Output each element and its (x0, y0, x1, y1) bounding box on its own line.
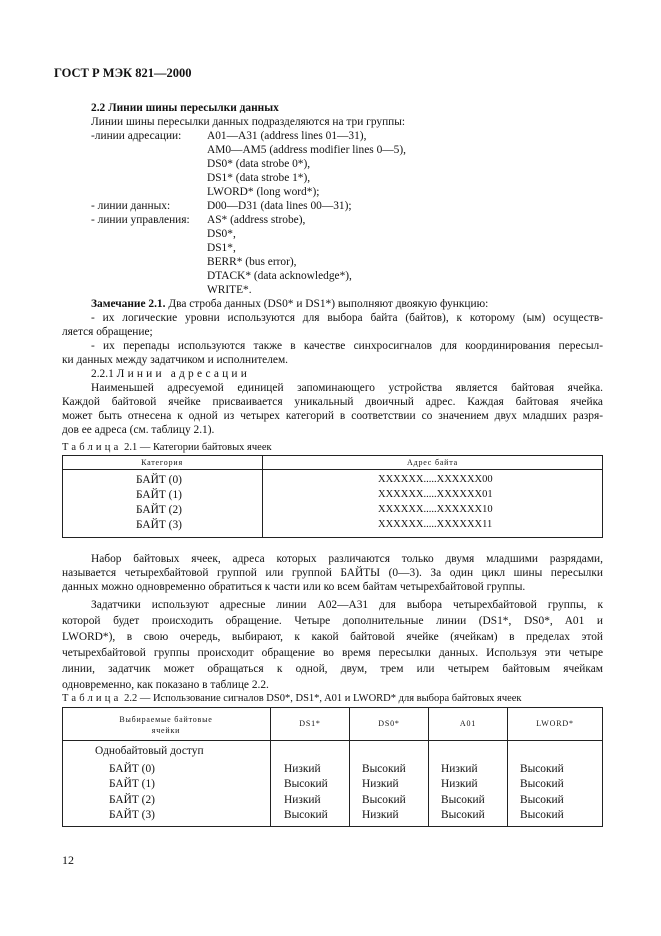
table-border (62, 707, 63, 827)
group-item: AS* (address strobe), (207, 214, 306, 226)
table-header-cell: LWORD* (536, 719, 574, 728)
table-header-cell: Адрес байта (407, 458, 458, 467)
table-header-cell: Категория (141, 458, 183, 467)
table-cell: Высокий (284, 809, 328, 821)
table-cell: Высокий (362, 794, 406, 806)
group-item: LWORD* (long word*); (207, 186, 320, 198)
note-bullet: - их перепады используются также в качестве синхросигналов для координирования пересыл- (91, 340, 603, 352)
table-border (62, 740, 603, 741)
table-caption-text: 2.2 — Использование сигналов DS0*, DS1*, A01 и LWORD* для выбора байтовых ячеек (124, 693, 522, 704)
paragraph-line: Каждой байтовой ячейке присваивается уникальный двоичный адрес. Каждая байтовая ячейка (62, 396, 603, 408)
group-item: WRITE*. (207, 284, 252, 296)
paragraph-line: может быть отнесена к одной из четырех категорий в соответствии со значением двух младших разря- (62, 410, 603, 422)
note-line (91, 297, 488, 311)
subsection-heading (91, 367, 250, 381)
paragraph-line: одновременно, как показано в таблице 2.2. (62, 679, 269, 691)
group-item: DTACK* (data acknowledge*), (207, 270, 352, 282)
paragraph-line: называется четырехбайтовой группой или группой БАЙТЫ (0—3). За один цикл шины пересылки (62, 567, 603, 579)
paragraph-line: LWORD*), в свою очередь, выбирают, к какой байтовой ячейке (ячейкам) в пределах этой (62, 631, 603, 643)
table-header-cell: DS0* (378, 719, 400, 728)
group-label-address: -линии адресации: (91, 130, 182, 142)
document-header: ГОСТ Р МЭК 821—2000 (54, 66, 192, 80)
table-border (262, 455, 263, 538)
table-cell: Высокий (520, 794, 564, 806)
paragraph-line: Наименьшей адресуемой единицей запоминающего устройства является байтовая ячейка. (91, 382, 603, 394)
table-border (62, 455, 603, 456)
table-header-cell: Выбираемые байтовые (119, 715, 213, 724)
paragraph-line: данных можно одновременно обратиться к части или ко всем байтам четырехбайтовой группы. (62, 581, 526, 593)
section-title: 2.2 Линии шины пересылки данных (91, 102, 279, 114)
table-cell: БАЙТ (0) (109, 763, 155, 775)
paragraph-line: Задатчики используют адресные линии A02—A31 для выбора четырехбайтовой группы, к (91, 599, 603, 611)
table1-caption (62, 441, 272, 455)
table-cell: Высокий (362, 763, 406, 775)
table-caption-text: 2.1 — Категории байтовых ячеек (124, 442, 272, 453)
table-cell: БАЙТ (2) (109, 794, 155, 806)
table-border (62, 537, 603, 538)
paragraph-line: четырехбайтовой группы происходит обращение во время пересылки данных. Используя эти четыре (62, 647, 603, 659)
table-cell: Высокий (520, 809, 564, 821)
table-cell: XXXXXX.....XXXXXX10 (378, 504, 493, 515)
paragraph-line: линии, задатчик может обращаться к одной, двум, трем или четырем байтовым ячейкам (62, 663, 603, 675)
table-cell: Низкий (441, 763, 478, 775)
table-cell: Высокий (520, 763, 564, 775)
table-cell: Низкий (284, 763, 321, 775)
table-group-label: Однобайтовый доступ (95, 745, 204, 757)
table-header-cell: DS1* (299, 719, 321, 728)
group-label-control: - линии управления: (91, 214, 190, 226)
paragraph-line: Набор байтовых ячеек, адреса которых различаются только двумя младшими разрядами, (91, 553, 603, 565)
note-bullet: - их логические уровни используются для выбора байта (байтов), к которому (ым) осуществ- (91, 312, 603, 324)
table-border (62, 707, 603, 708)
group-item: AM0—AM5 (address modifier lines 0—5), (207, 144, 406, 156)
note-text: Два строба данных (DS0* и DS1*) выполняют двоякую функцию: (168, 298, 489, 310)
subsection-title: Линии адресации (116, 368, 251, 380)
group-item: DS0*, (207, 228, 236, 240)
note-bullet: ляется обращение; (62, 326, 153, 338)
table-cell: Высокий (520, 778, 564, 790)
table-border (602, 707, 603, 827)
group-item: A01—A31 (address lines 01—31), (207, 130, 367, 142)
table-cell: XXXXXX.....XXXXXX00 (378, 474, 493, 485)
group-item: DS0* (data strobe 0*), (207, 158, 311, 170)
table-cell: БАЙТ (1) (136, 489, 182, 501)
page-number: 12 (62, 853, 74, 867)
table2-caption (62, 692, 522, 706)
table-cell: Низкий (362, 778, 399, 790)
group-item: DS1*, (207, 242, 236, 254)
table-cell: XXXXXX.....XXXXXX11 (378, 519, 493, 530)
table-cell: Низкий (284, 794, 321, 806)
section-intro: Линии шины пересылки данных подразделяются на три группы: (91, 116, 406, 128)
table-caption-label: Таблица (62, 693, 122, 704)
group-item: BERR* (bus error), (207, 256, 297, 268)
table-cell: БАЙТ (3) (109, 809, 155, 821)
note-bullet: ки данных между задатчиком и исполнителем. (62, 354, 289, 366)
table-header-cell: A01 (459, 719, 477, 728)
table-border (62, 826, 603, 827)
table-border (62, 455, 63, 538)
table-cell: БАЙТ (1) (109, 778, 155, 790)
group-label-data: - линии данных: (91, 200, 171, 212)
group-item: DS1* (data strobe 1*), (207, 172, 311, 184)
table-cell: БАЙТ (0) (136, 474, 182, 486)
group-item: D00—D31 (data lines 00—31); (207, 200, 352, 212)
table-cell: БАЙТ (2) (136, 504, 182, 516)
subsection-number: 2.2.1 (91, 368, 114, 380)
paragraph-line: дов ее адреса (см. таблицу 2.1). (62, 424, 215, 436)
table-cell: XXXXXX.....XXXXXX01 (378, 489, 493, 500)
table-cell: Низкий (441, 778, 478, 790)
table-border (602, 455, 603, 538)
table-border (62, 469, 603, 470)
table-header-cell: ячейки (151, 726, 181, 735)
table-cell: Низкий (362, 809, 399, 821)
note-label: Замечание 2.1. (91, 298, 166, 310)
table-cell: Высокий (441, 794, 485, 806)
table-caption-label: Таблица (62, 442, 122, 453)
table-cell: БАЙТ (3) (136, 519, 182, 531)
table-cell: Высокий (284, 778, 328, 790)
table-cell: Высокий (441, 809, 485, 821)
paragraph-line: которой будет происходить обращение. Четыре дополнительные линии (DS1*, DS0*, A01 и (62, 615, 603, 627)
